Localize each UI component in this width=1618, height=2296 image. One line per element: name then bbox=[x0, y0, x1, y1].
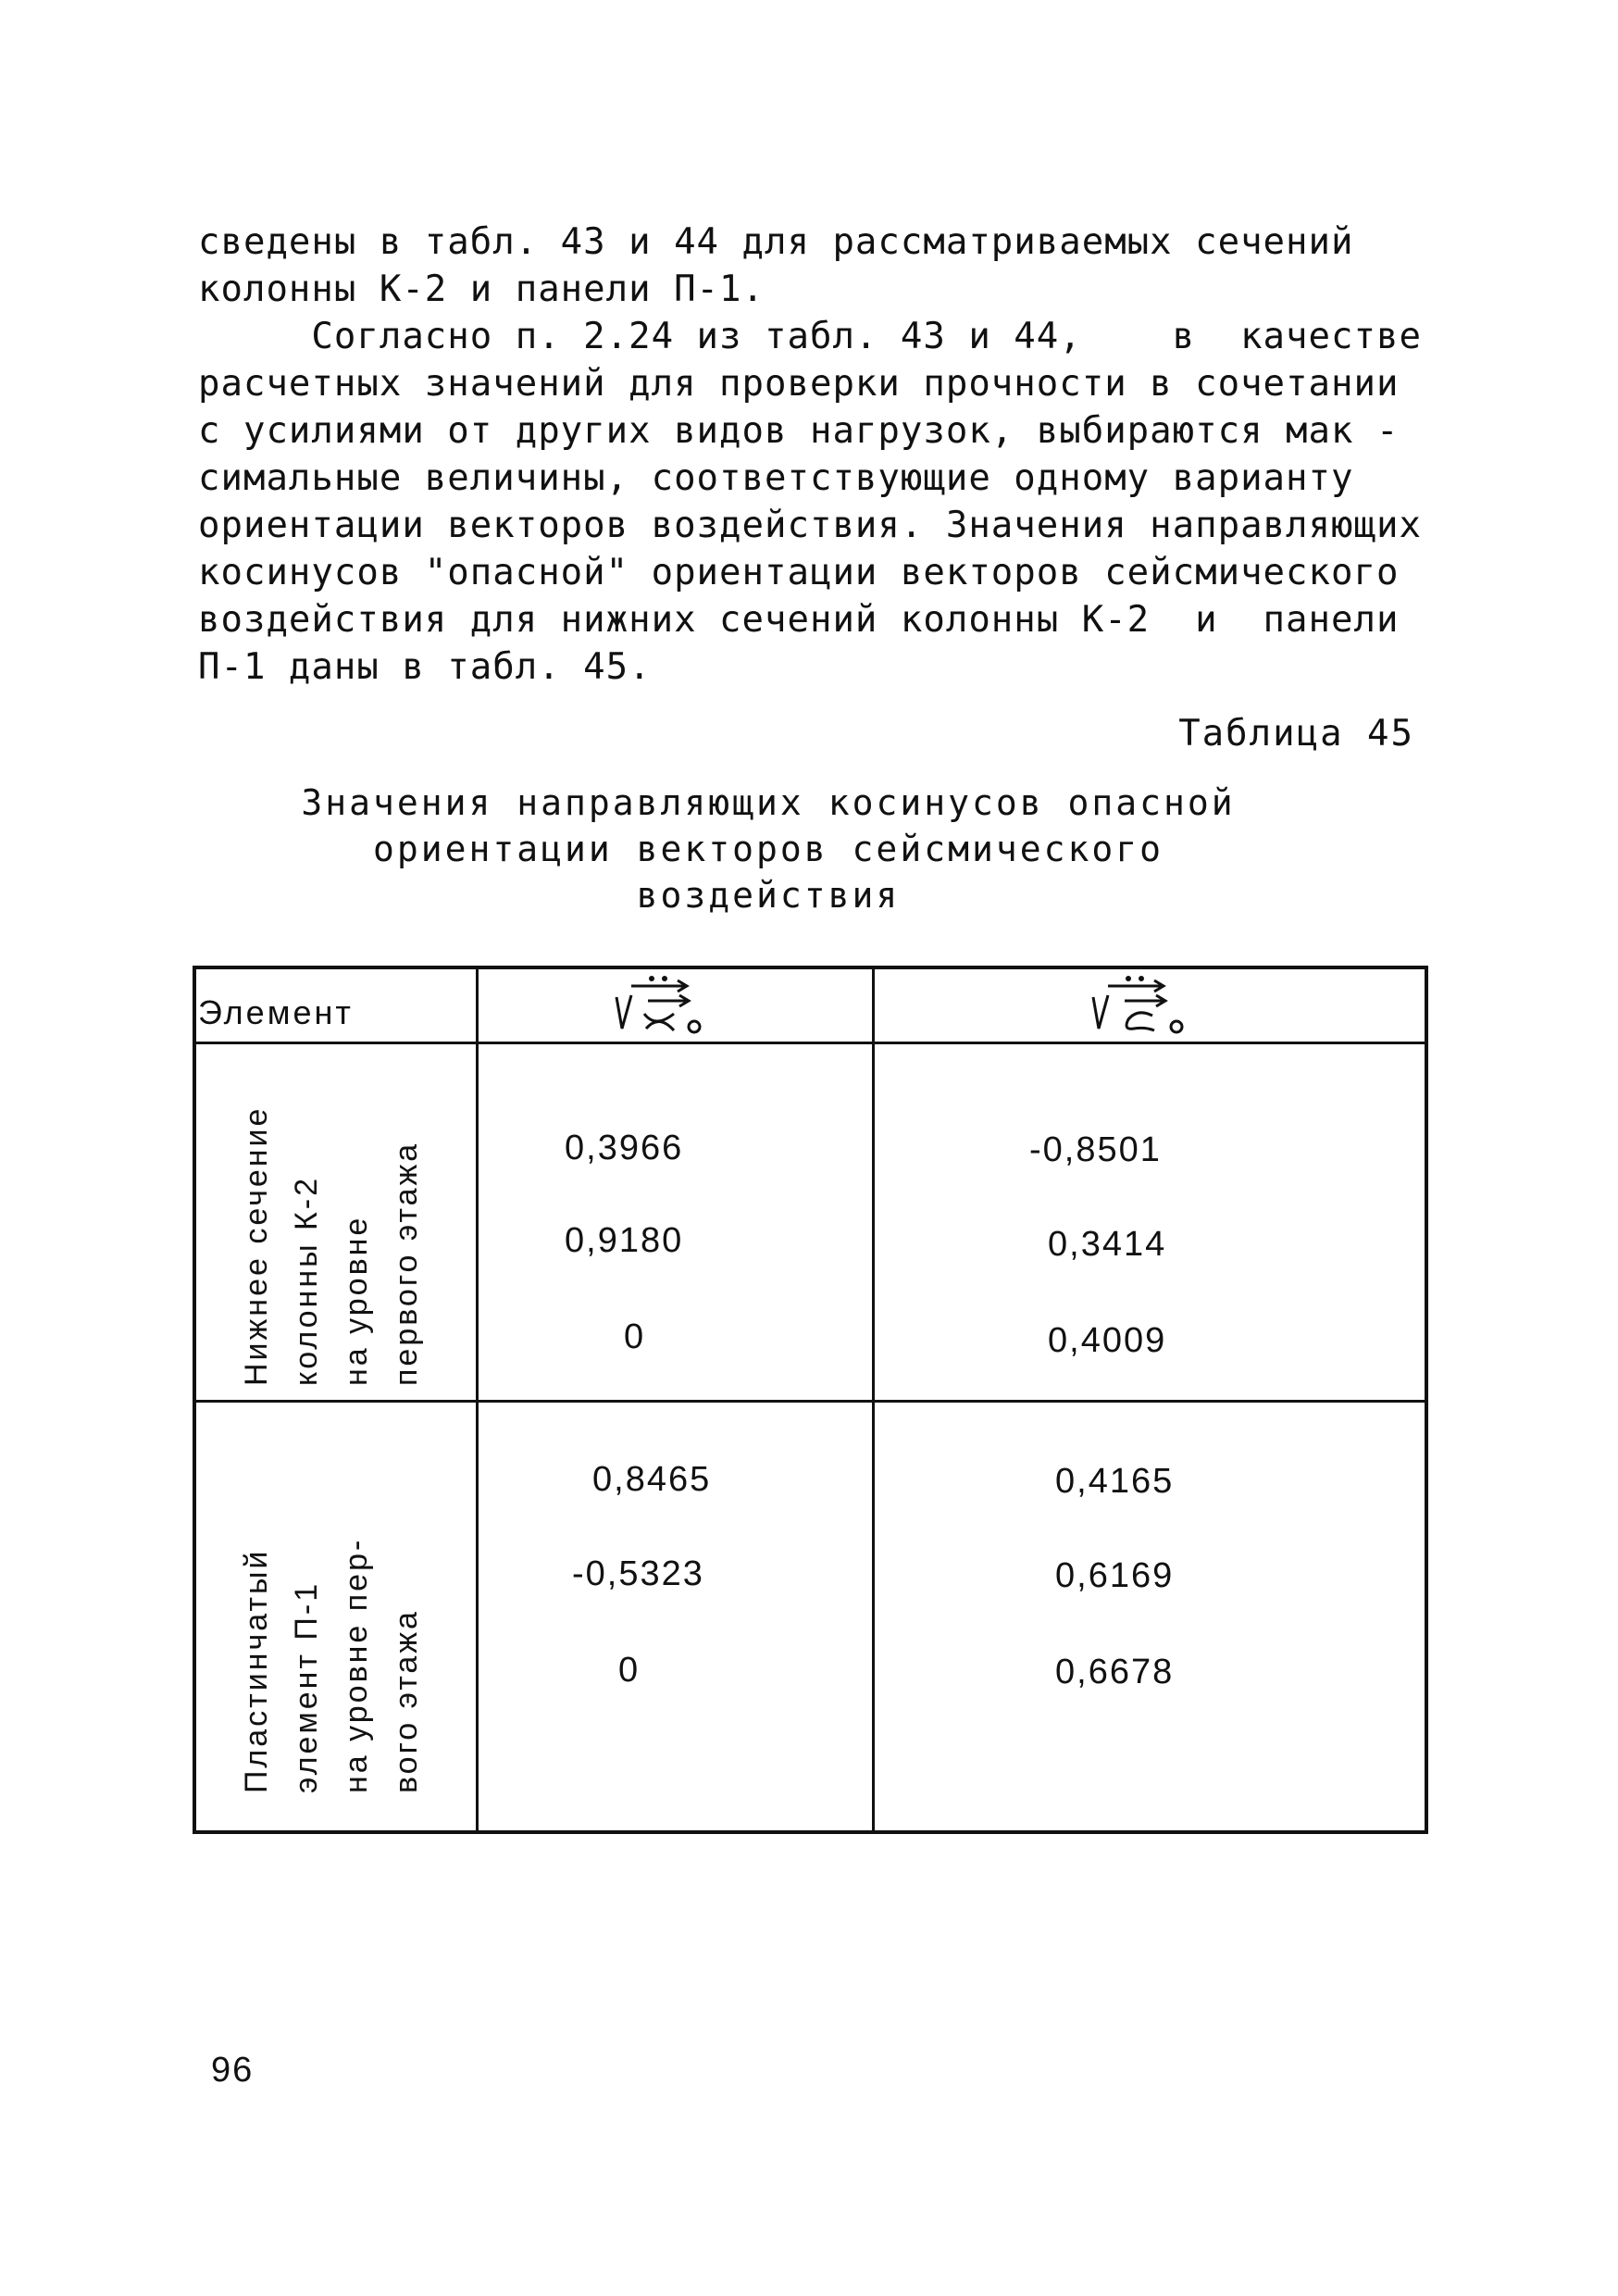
v-x0-icon bbox=[604, 973, 733, 1038]
v-alpha0-icon bbox=[1080, 973, 1210, 1038]
row-label-line: первого этажа bbox=[389, 1141, 424, 1386]
row-label-line: вого этажа bbox=[389, 1609, 424, 1793]
row-divider bbox=[196, 1400, 1425, 1403]
row2-col2-value: 0,6678 bbox=[1055, 1653, 1175, 1691]
row2-col2-value: 0,6169 bbox=[1055, 1556, 1175, 1595]
text-line: косинусов "опасной" ориентации векторов сейсмического bbox=[198, 552, 1400, 593]
row1-col1-value: 0 bbox=[624, 1317, 646, 1356]
cosines-table bbox=[193, 966, 1428, 1834]
text-line: сведены в табл. 43 и 44 для рассматриваемых сечений bbox=[198, 221, 1354, 263]
page-number: 96 bbox=[211, 2051, 255, 2090]
table-label: Таблица 45 bbox=[1178, 713, 1414, 755]
row2-col2-value: 0,4165 bbox=[1055, 1462, 1175, 1501]
row1-col2-value: 0,4009 bbox=[1048, 1321, 1167, 1360]
paragraph-2 bbox=[198, 313, 1438, 691]
text-line: колонны К-2 и панели П-1. bbox=[198, 268, 765, 310]
text-line: с усилиями от других видов нагрузок, выбираются мак - bbox=[198, 410, 1400, 452]
text-line: Согласно п. 2.24 из табл. 43 и 44, в качестве bbox=[198, 316, 1422, 357]
row-label-column-k2 bbox=[231, 1105, 431, 1386]
row1-col1-value: 0,9180 bbox=[565, 1221, 684, 1260]
header-element: Элемент bbox=[198, 993, 354, 1031]
text-line: П-1 даны в табл. 45. bbox=[198, 646, 652, 688]
row-label-line: элемент П-1 bbox=[289, 1580, 324, 1793]
table-title bbox=[204, 780, 1333, 918]
header-divider bbox=[196, 1042, 1425, 1044]
row2-col1-value: 0,8465 bbox=[592, 1460, 712, 1499]
row2-col1-value: 0 bbox=[618, 1651, 641, 1690]
text-line: ориентации векторов воздействия. Значения направляющих bbox=[198, 505, 1422, 546]
row-label-line: на уровне bbox=[339, 1215, 374, 1386]
text-line: воздействия для нижних сечений колонны К-2 и панели bbox=[198, 599, 1400, 641]
row-label-panel-p1 bbox=[231, 1537, 431, 1793]
text-line: расчетных значений для проверки прочности в сочетании bbox=[198, 363, 1400, 405]
row1-col2-value: 0,3414 bbox=[1048, 1225, 1167, 1264]
row1-col2-value: -0,8501 bbox=[1029, 1130, 1162, 1169]
row-label-line: колонны К-2 bbox=[289, 1175, 324, 1386]
table-title-line: Значения направляющих косинусов опасной bbox=[301, 782, 1236, 823]
text-line: симальные величины, соответствующие одному варианту bbox=[198, 457, 1354, 499]
row-label-line: Нижнее сечение bbox=[239, 1105, 274, 1386]
row1-col1-value: 0,3966 bbox=[565, 1129, 684, 1167]
row-label-line: на уровне пер- bbox=[339, 1537, 374, 1793]
table-title-line: ориентации векторов сейсмического bbox=[373, 829, 1164, 869]
row-label-line: Пластинчатый bbox=[239, 1548, 274, 1793]
table-title-line: воздействия bbox=[636, 875, 901, 916]
paragraph-1 bbox=[198, 218, 1438, 313]
row2-col1-value: -0,5323 bbox=[572, 1554, 704, 1593]
